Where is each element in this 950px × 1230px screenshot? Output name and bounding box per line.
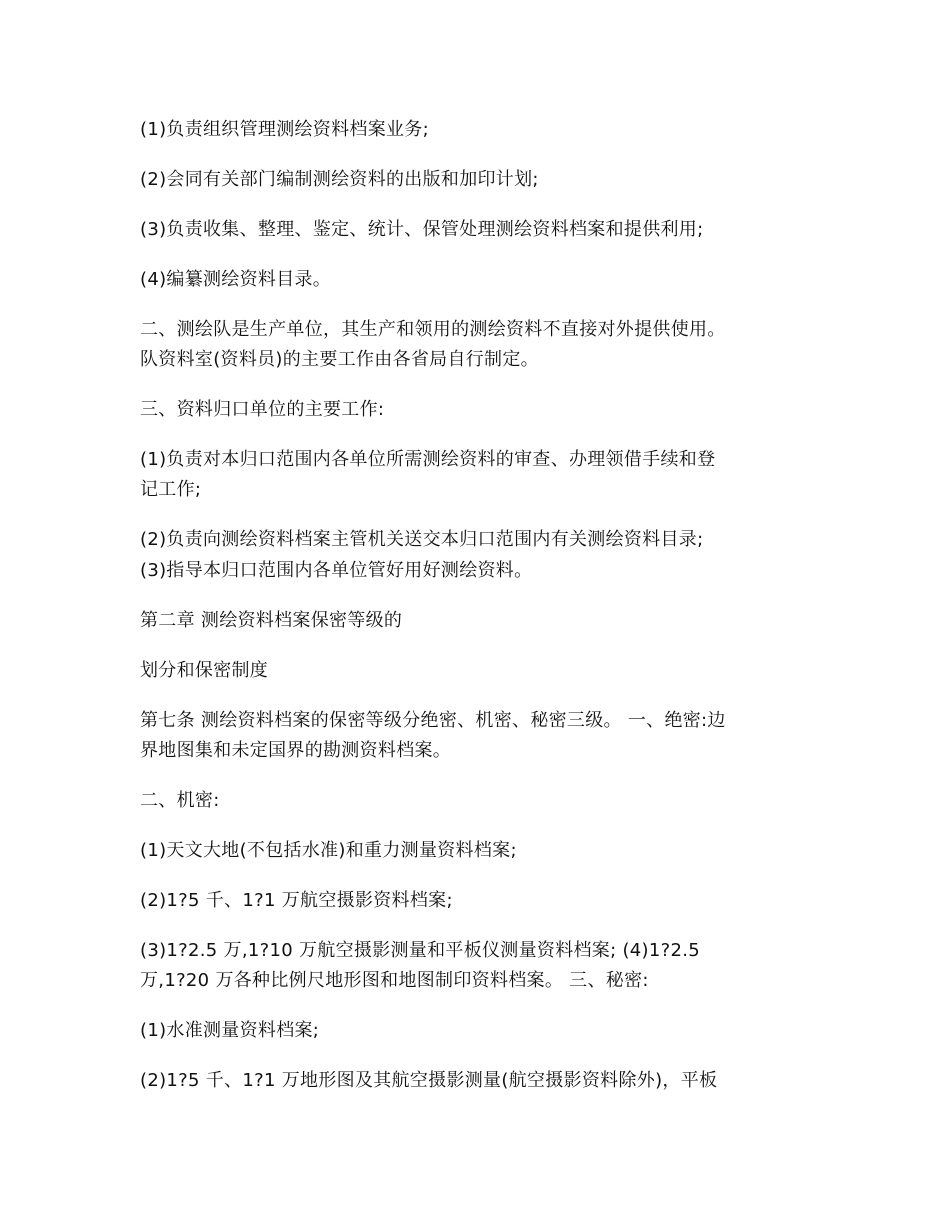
text-line: 队资料室(资料员)的主要工作由各省局自行制定。 [140,349,539,370]
text-line: 第七条 测绘资料档案的保密等级分绝密、机密、秘密三级。 一、绝密:边 [140,710,726,731]
chapter-heading: 划分和保密制度 [140,660,269,681]
text-line: (2)1?5 千、1?1 万航空摄影资料档案; [140,890,453,911]
text-line: 二、测绘队是生产单位，其生产和领用的测绘资料不直接对外提供使用。 [140,319,726,340]
text-line: 万,1?20 万各种比例尺地形图和地图制印资料档案。 三、秘密: [140,970,649,991]
text-line: (1)负责组织管理测绘资料档案业务; [140,119,429,140]
text-line: (1)负责对本归口范围内各单位所需测绘资料的审查、办理领借手续和登 [140,449,716,470]
text-line: (3)指导本归口范围内各单位管好用好测绘资料。 [140,560,533,581]
text-line: (2)会同有关部门编制测绘资料的出版和加印计划; [140,169,539,190]
text-line: 三、资料归口单位的主要工作: [140,399,385,420]
text-line: (1)水准测量资料档案; [140,1020,320,1041]
text-line: (3)1?2.5 万,1?10 万航空摄影测量和平板仪测量资料档案; (4)1?2.5 [140,940,701,961]
text-line: (3)负责收集、整理、鉴定、统计、保管处理测绘资料档案和提供利用; [140,219,704,240]
text-line: 二、机密: [140,790,220,811]
text-line: (4)编纂测绘资料目录。 [140,269,332,290]
text-line: (2)负责向测绘资料档案主管机关送交本归口范围内有关测绘资料目录; [140,529,704,550]
text-line: (1)天文大地(不包括水准)和重力测量资料档案; [140,840,517,861]
chapter-heading: 第二章 测绘资料档案保密等级的 [140,610,403,631]
text-line: 记工作; [140,479,202,500]
text-line: (2)1?5 千、1?1 万地形图及其航空摄影测量(航空摄影资料除外)，平板 [140,1070,718,1091]
text-line: 界地图集和未定国界的勘测资料档案。 [140,740,452,761]
